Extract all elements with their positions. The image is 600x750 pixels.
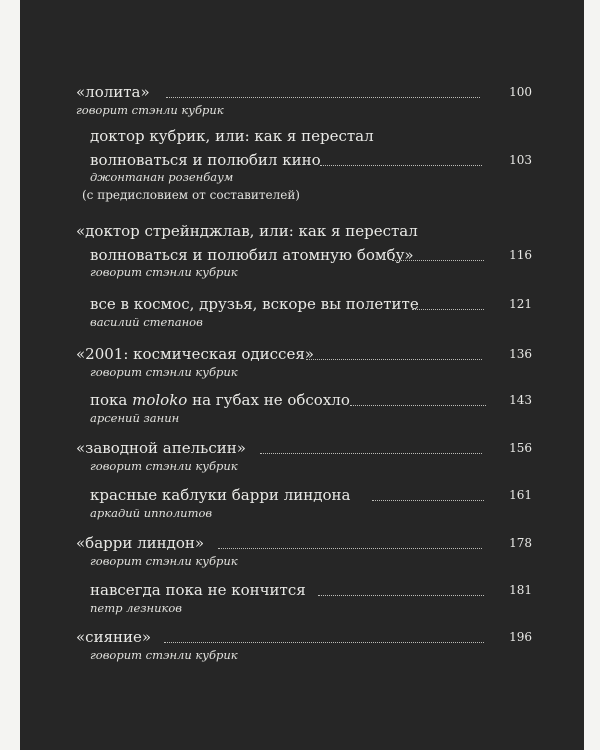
dot-leader: [306, 359, 482, 360]
page-number: 136: [509, 347, 532, 361]
dot-leader: [350, 405, 486, 406]
entry-title-line-2: волноваться и полюбил атомную бомбу»: [90, 246, 414, 264]
dot-leader: [164, 642, 484, 643]
dot-leader: [392, 260, 484, 261]
entry-author: аркадий ипполитов: [90, 506, 213, 520]
entry-title: «лолита»: [76, 83, 150, 101]
entry-title: навсегда пока не кончится: [90, 581, 306, 599]
page-number: 103: [509, 153, 532, 167]
title-italic-word: moloko: [132, 391, 188, 409]
entry-author: говорит стэнли кубрик: [90, 265, 238, 279]
dot-leader: [166, 97, 480, 98]
entry-title: [90, 390, 350, 410]
entry-title: «заводной апельсин»: [76, 439, 246, 457]
entry-title: «сияние»: [76, 628, 152, 646]
table-of-contents: [20, 0, 584, 750]
entry-title-line-2: волноваться и полюбил кино: [90, 151, 321, 169]
page-number: 121: [509, 297, 532, 311]
entry-author: говорит стэнли кубрик: [90, 648, 238, 662]
entry-title-line-1: «доктор стрейнджлав, или: как я перестал: [76, 222, 418, 240]
entry-title: все в космос, друзья, вскоре вы полетите: [90, 295, 419, 313]
dot-leader: [372, 500, 484, 501]
entry-author: говорит стэнли кубрик: [90, 554, 238, 568]
page-number: 116: [509, 248, 532, 262]
dot-leader: [260, 453, 482, 454]
title-part: на губах не обсохло: [187, 391, 350, 409]
dot-leader: [218, 548, 482, 549]
entry-title: красные каблуки барри линдона: [90, 486, 351, 504]
page-number: 156: [509, 441, 532, 455]
entry-title: «2001: космическая одиссея»: [76, 345, 314, 363]
dot-leader: [318, 595, 484, 596]
entry-author: говорит стэнли кубрик: [90, 459, 238, 473]
page-number: 181: [509, 583, 532, 597]
entry-author: говорит стэнли кубрик: [76, 103, 224, 117]
entry-author: джонтанан розенбаум: [90, 170, 234, 184]
entry-note: (с предисловием от составителей): [82, 188, 300, 202]
entry-title: «барри линдон»: [76, 534, 205, 552]
page-number: 178: [509, 536, 532, 550]
entry-author: арсений занин: [90, 411, 180, 425]
page-number: 196: [509, 630, 532, 644]
title-part: пока: [90, 391, 133, 409]
entry-title-line-1: доктор кубрик, или: как я перестал: [90, 127, 374, 145]
entry-author: говорит стэнли кубрик: [90, 365, 238, 379]
entry-author: петр лезников: [90, 601, 182, 615]
dot-leader: [320, 165, 482, 166]
dot-leader: [412, 309, 484, 310]
page-number: 143: [509, 393, 532, 407]
book-page: [20, 0, 584, 750]
entry-author: василий степанов: [90, 315, 203, 329]
page-number: 161: [509, 488, 532, 502]
page-number: 100: [509, 85, 532, 99]
